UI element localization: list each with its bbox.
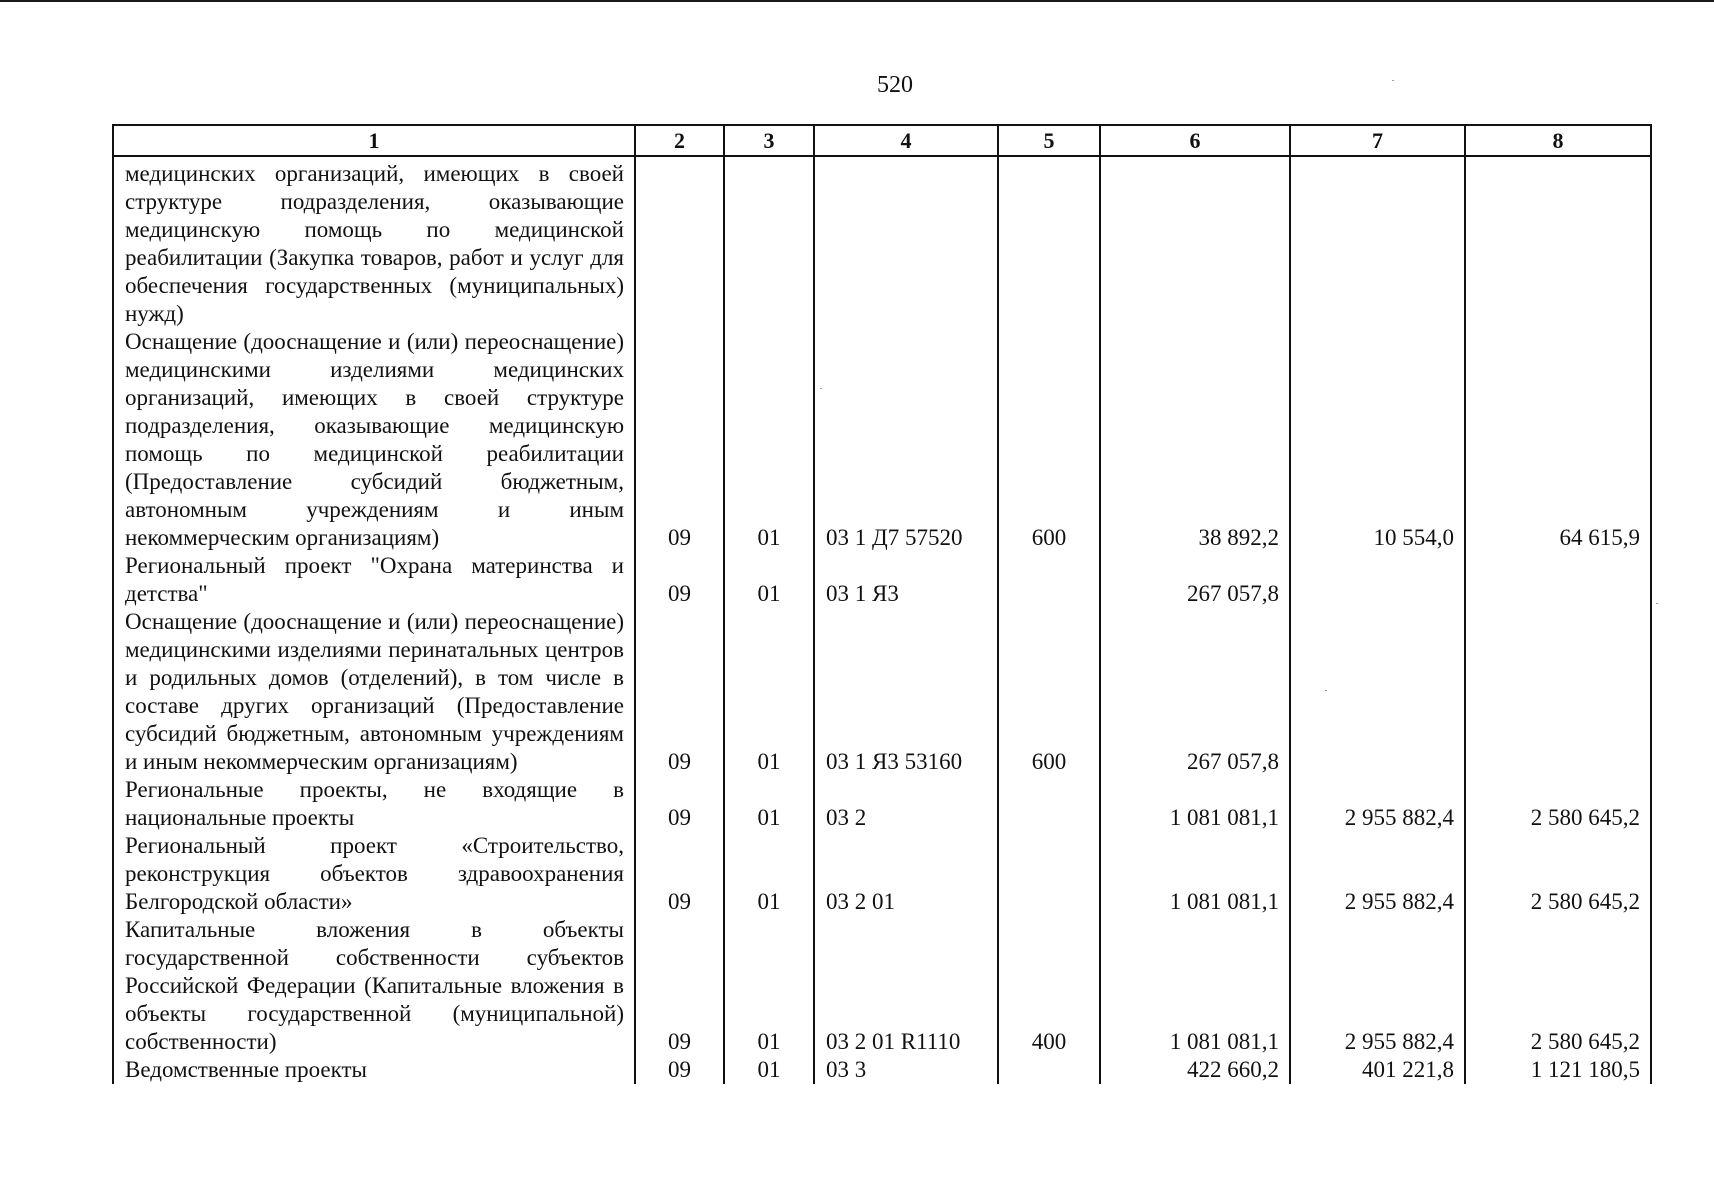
budget-table-container: [112, 124, 1650, 1108]
row-subsection-code: 01: [724, 776, 814, 832]
row-expense-type-code: 600: [998, 328, 1100, 552]
table-row: [113, 1056, 1651, 1084]
row-subsection-code: 01: [724, 1056, 814, 1084]
row-name: Оснащение (дооснащение и (или) переоснащение) медицинскими изделиями медицинских организаций, имеющих в своей структуре подразделения, оказывающие медицинскую помощь по медицинской реабилитации (Предоставление субсидий бюджетным, автономным учреждениям и иным некоммерческим организациям): [113, 328, 635, 552]
scan-speck: [1656, 603, 1658, 604]
row-subsection-code: 01: [724, 608, 814, 776]
table-row: [113, 916, 1651, 1056]
row-target-article-code: 03 2 01: [814, 832, 998, 916]
row-target-article-code: [814, 156, 998, 328]
row-amount-col6: 1 081 081,1: [1100, 916, 1290, 1056]
row-expense-type-code: 600: [998, 608, 1100, 776]
row-target-article-code: 03 1 Д7 57520: [814, 328, 998, 552]
table-row: [113, 832, 1651, 916]
column-number-row: [113, 125, 1651, 156]
column-header: 6: [1100, 125, 1290, 156]
row-target-article-code: 03 2 01 R1110: [814, 916, 998, 1056]
row-name: Региональный проект «Строительство, реконструкция объектов здравоохранения Белгородской области»: [113, 832, 635, 916]
column-header: 7: [1290, 125, 1465, 156]
row-section-code: [635, 156, 724, 328]
row-amount-col8: 2 580 645,2: [1465, 832, 1651, 916]
row-amount-col7: 10 554,0: [1290, 328, 1465, 552]
row-section-code: 09: [635, 776, 724, 832]
table-row: [113, 608, 1651, 776]
row-amount-col8: 1 121 180,5: [1465, 1056, 1651, 1084]
row-amount-col7: [1290, 156, 1465, 328]
row-amount-col7: [1290, 552, 1465, 608]
row-target-article-code: 03 1 Я3 53160: [814, 608, 998, 776]
row-name: Оснащение (дооснащение и (или) переоснащение) медицинскими изделиями перинатальных центров и родильных домов (отделений), в том числе в составе других организаций (Предоставление субсидий бюджетным, автономным учреждениям и иным некоммерческим организациям): [113, 608, 635, 776]
page-number: 520: [877, 72, 913, 98]
row-amount-col6: 1 081 081,1: [1100, 832, 1290, 916]
row-expense-type-code: [998, 552, 1100, 608]
budget-table: [112, 124, 1652, 1084]
table-row: [113, 776, 1651, 832]
column-header: 3: [724, 125, 814, 156]
row-section-code: 09: [635, 832, 724, 916]
row-expense-type-code: 400: [998, 916, 1100, 1056]
row-amount-col6: 38 892,2: [1100, 328, 1290, 552]
row-name: Региональный проект "Охрана материнства и детства": [113, 552, 635, 608]
row-amount-col7: 2 955 882,4: [1290, 916, 1465, 1056]
row-amount-col6: 267 057,8: [1100, 608, 1290, 776]
scan-speck: [1392, 80, 1394, 81]
row-amount-col6: 1 081 081,1: [1100, 776, 1290, 832]
row-subsection-code: 01: [724, 552, 814, 608]
column-header: 5: [998, 125, 1100, 156]
row-name: медицинских организаций, имеющих в своей структуре подразделения, оказывающие медицинскую помощь по медицинской реабилитации (Закупка товаров, работ и услуг для обеспечения государственных (муниципальных) нужд): [113, 156, 635, 328]
row-target-article-code: 03 2: [814, 776, 998, 832]
row-subsection-code: 01: [724, 916, 814, 1056]
row-subsection-code: [724, 156, 814, 328]
row-amount-col8: [1465, 608, 1651, 776]
column-header: 8: [1465, 125, 1651, 156]
row-expense-type-code: [998, 1056, 1100, 1084]
row-section-code: 09: [635, 916, 724, 1056]
row-amount-col6: 422 660,2: [1100, 1056, 1290, 1084]
row-amount-col7: 2 955 882,4: [1290, 832, 1465, 916]
row-amount-col7: 2 955 882,4: [1290, 776, 1465, 832]
row-amount-col8: 2 580 645,2: [1465, 776, 1651, 832]
row-subsection-code: 01: [724, 328, 814, 552]
row-expense-type-code: [998, 156, 1100, 328]
row-amount-col6: [1100, 156, 1290, 328]
table-row: [113, 328, 1651, 552]
column-header: 2: [635, 125, 724, 156]
column-header: 4: [814, 125, 998, 156]
row-amount-col8: [1465, 552, 1651, 608]
scan-top-edge: [0, 0, 1714, 2]
row-amount-col8: 64 615,9: [1465, 328, 1651, 552]
row-section-code: 09: [635, 328, 724, 552]
row-expense-type-code: [998, 832, 1100, 916]
row-section-code: 09: [635, 608, 724, 776]
row-name: Ведомственные проекты: [113, 1056, 635, 1084]
column-header: 1: [113, 125, 635, 156]
row-subsection-code: 01: [724, 832, 814, 916]
row-name: Капитальные вложения в объекты государственной собственности субъектов Российской Федерации (Капитальные вложения в объекты государственной (муниципальной) собственности): [113, 916, 635, 1056]
row-section-code: 09: [635, 552, 724, 608]
row-amount-col8: 2 580 645,2: [1465, 916, 1651, 1056]
row-amount-col6: 267 057,8: [1100, 552, 1290, 608]
row-target-article-code: 03 3: [814, 1056, 998, 1084]
table-row: [113, 156, 1651, 328]
row-amount-col7: 401 221,8: [1290, 1056, 1465, 1084]
row-section-code: 09: [635, 1056, 724, 1084]
row-target-article-code: 03 1 Я3: [814, 552, 998, 608]
table-row: [113, 552, 1651, 608]
row-amount-col8: [1465, 156, 1651, 328]
row-name: Региональные проекты, не входящие в национальные проекты: [113, 776, 635, 832]
row-expense-type-code: [998, 776, 1100, 832]
row-amount-col7: [1290, 608, 1465, 776]
